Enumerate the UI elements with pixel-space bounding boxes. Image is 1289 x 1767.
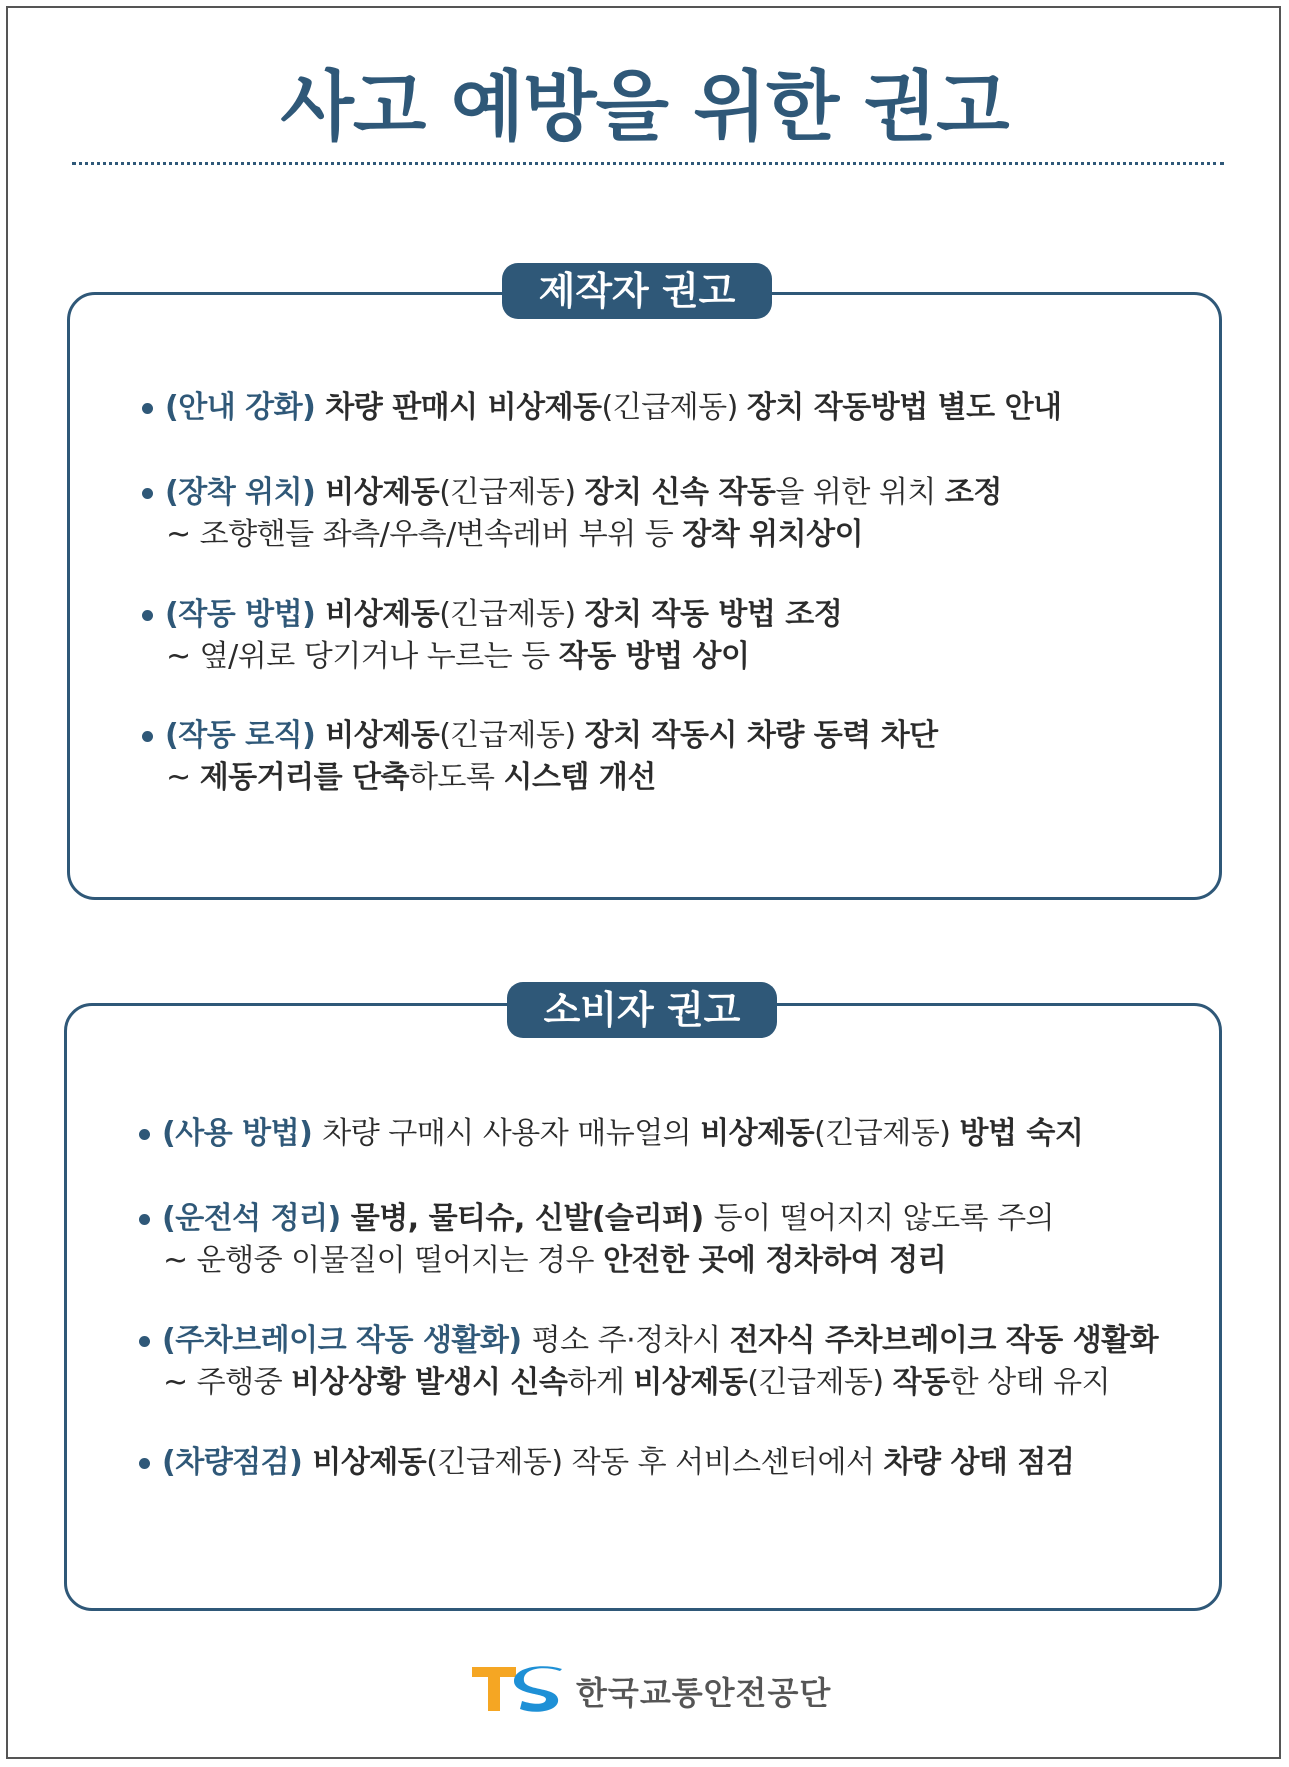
item-text: (긴급제동) [439, 718, 585, 753]
item-subtext: (긴급제동) [747, 1365, 893, 1400]
item-subtext: 비상제동 [633, 1365, 748, 1400]
item-text: 평소 주·정차시 [531, 1323, 730, 1358]
item-subline [142, 757, 938, 799]
item-tag: (장착 위치) [165, 475, 316, 510]
item-text: 장치 작동 방법 조정 [584, 597, 843, 632]
manufacturer-item [142, 715, 938, 799]
item-text: 조정 [944, 475, 1002, 510]
bullet-icon [142, 403, 153, 414]
item-text: 장치 신속 작동 [584, 475, 776, 510]
item-line [142, 594, 842, 636]
item-text: 차량 구매시 사용자 매뉴얼의 [322, 1116, 701, 1151]
consumer-item [139, 1113, 1083, 1155]
item-line [142, 715, 938, 757]
item-text: 비상제동 [325, 718, 440, 753]
item-tag: (차량점검) [162, 1445, 303, 1480]
item-line [139, 1198, 1054, 1240]
item-text: (긴급제동) [601, 390, 747, 425]
item-subline [142, 636, 842, 678]
item-subline [142, 514, 1002, 556]
manufacturer-section-label: 제작자 권고 [502, 263, 772, 319]
item-line [139, 1320, 1158, 1362]
item-tag: (안내 강화) [165, 390, 316, 425]
consumer-item [139, 1198, 1054, 1282]
bullet-icon [139, 1214, 150, 1225]
item-subtext: ~ [166, 760, 200, 795]
manufacturer-section [67, 269, 1222, 900]
item-text: 장치 작동방법 별도 안내 [746, 390, 1062, 425]
item-text: 비상제동 [312, 1445, 427, 1480]
title-divider [72, 162, 1224, 165]
item-subtext: 작동 방법 상이 [558, 639, 750, 674]
bullet-icon [139, 1458, 150, 1469]
item-text: 장치 작동시 차량 동력 차단 [584, 718, 938, 753]
item-subtext: 하게 [567, 1365, 634, 1400]
page-title: 사고 예방을 위한 권고 [280, 62, 1009, 151]
item-subtext: 안전한 곳에 정차하여 정리 [603, 1243, 947, 1278]
item-tag: (주차브레이크 작동 생활화) [162, 1323, 522, 1358]
item-tag: (작동 로직) [165, 718, 316, 753]
item-tag: (작동 방법) [165, 597, 316, 632]
item-subtext: ~ 주행중 [163, 1365, 292, 1400]
bullet-icon [139, 1336, 150, 1347]
manufacturer-item [142, 387, 1062, 429]
item-subtext: 하도록 [409, 760, 504, 795]
item-subtext: 제동거리를 단축 [199, 760, 409, 795]
item-text: (긴급제동) [439, 597, 585, 632]
item-tag: (사용 방법) [162, 1116, 313, 1151]
item-text: 비상제동 [325, 475, 440, 510]
bullet-icon [139, 1129, 150, 1140]
item-subtext: 시스템 개선 [503, 760, 656, 795]
item-subtext: ~ 옆/위로 당기거나 누르는 등 [166, 639, 559, 674]
item-text: 방법 숙지 [959, 1116, 1084, 1151]
item-tag: (운전석 정리) [162, 1201, 341, 1236]
organization-name: 한국교통안전공단 [576, 1674, 832, 1712]
item-text: 비상제동 [700, 1116, 815, 1151]
item-subline [139, 1362, 1158, 1404]
consumer-item [139, 1442, 1074, 1484]
ts-logo-icon [472, 1665, 566, 1715]
item-text: (긴급제동) [814, 1116, 960, 1151]
consumer-item [139, 1320, 1158, 1404]
item-text: (긴급제동) 작동 후 서비스센터에서 [426, 1445, 884, 1480]
item-subline [139, 1240, 1054, 1282]
bullet-icon [142, 488, 153, 499]
item-text: 등이 떨어지지 않도록 주의 [713, 1201, 1055, 1236]
item-line [142, 387, 1062, 429]
consumer-section [64, 988, 1222, 1611]
manufacturer-item [142, 594, 842, 678]
item-subtext: ~ 운행중 이물질이 떨어지는 경우 [163, 1243, 604, 1278]
item-text: (긴급제동) [439, 475, 585, 510]
item-line [139, 1113, 1083, 1155]
item-subtext: ~ 조향핸들 좌측/우측/변속레버 부위 등 [166, 517, 683, 552]
item-subtext: 비상상황 발생시 신속 [291, 1365, 568, 1400]
item-line [139, 1442, 1074, 1484]
item-subtext: 작동 [892, 1365, 950, 1400]
item-line [142, 472, 1002, 514]
item-subtext: 한 상태 유지 [949, 1365, 1111, 1400]
item-text: 을 위한 위치 [775, 475, 945, 510]
item-text: 물병, 물티슈, 신발(슬리퍼) [350, 1201, 714, 1236]
item-text: 차량 상태 점검 [883, 1445, 1075, 1480]
item-text: 전자식 주차브레이크 작동 생활화 [729, 1323, 1159, 1358]
consumer-section-label: 소비자 권고 [507, 982, 777, 1038]
manufacturer-item [142, 472, 1002, 556]
item-text: 비상제동 [325, 597, 440, 632]
item-subtext: 장착 위치상이 [682, 517, 864, 552]
bullet-icon [142, 731, 153, 742]
item-text: 차량 판매시 비상제동 [325, 390, 602, 425]
bullet-icon [142, 610, 153, 621]
